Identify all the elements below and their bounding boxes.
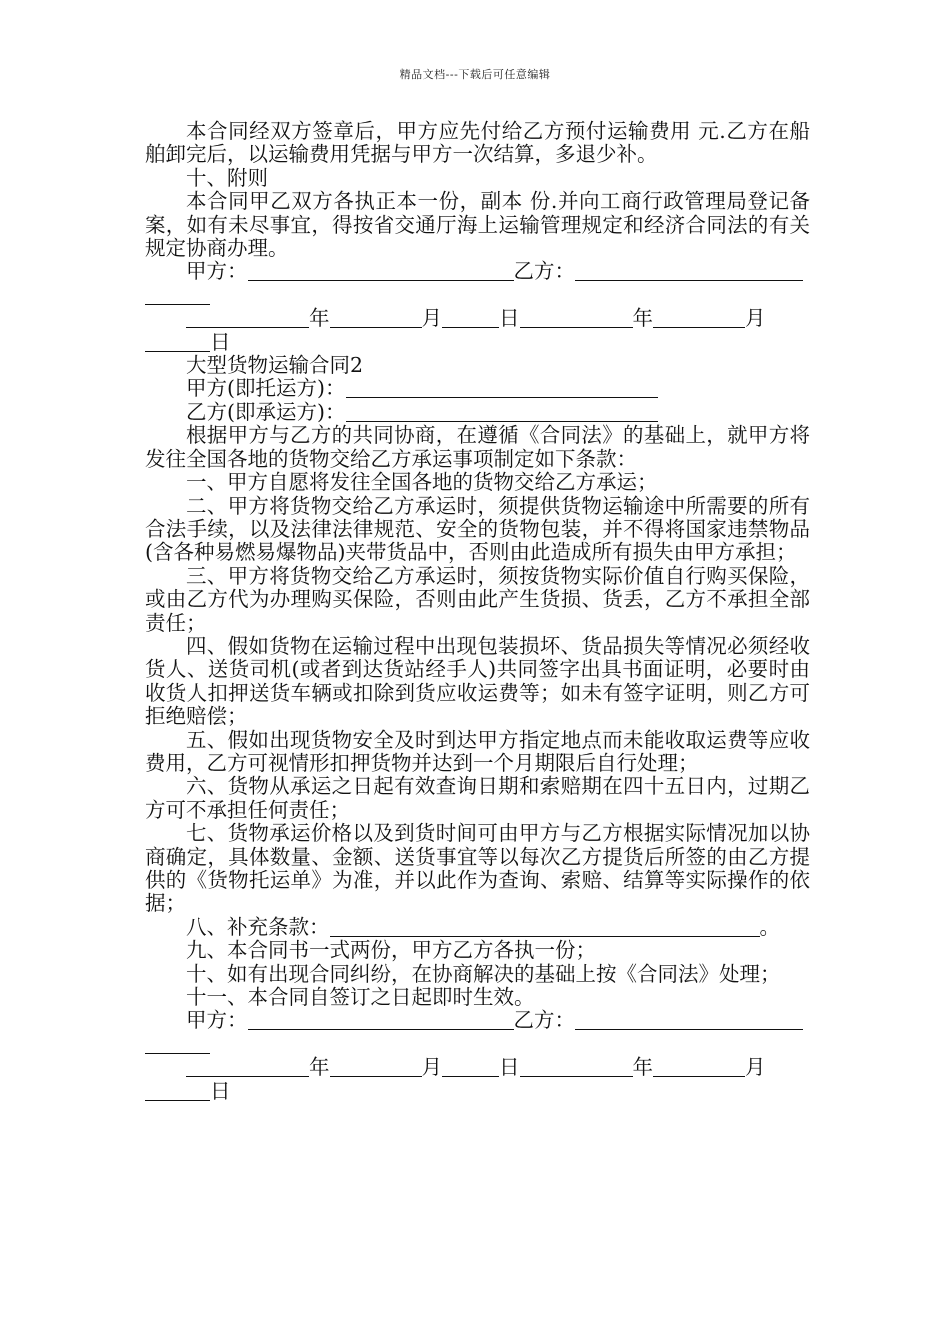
clause-8-label: 八、补充条款： <box>186 914 330 939</box>
clause-8 <box>145 916 810 939</box>
day-label-2: 日 <box>499 1055 520 1080</box>
supplementary-terms-blank[interactable] <box>330 918 760 937</box>
clause-11: 十一、本合同自签订之日起即时生效。 <box>186 985 535 1010</box>
section-heading-appendix: 十、附则 <box>186 165 268 190</box>
year-blank-2b[interactable] <box>520 1058 633 1077</box>
month-blank-b[interactable] <box>653 309 745 328</box>
date-line-1-tail <box>145 331 810 354</box>
document-body <box>145 120 810 1103</box>
day-label: 日 <box>499 306 520 331</box>
year-blank-b[interactable] <box>520 309 633 328</box>
clause-3: 三、甲方将货物交给乙方承运时，须按货物实际价值自行购买保险，或由乙方代为办理购买保险，否则由此产生货损、货丢，乙方不承担全部责任； <box>145 563 810 635</box>
date-line-2-tail <box>145 1080 810 1103</box>
clause-5: 五、假如出现货物安全及时到达甲方指定地点而未能收取运费等应收费用，乙方可视情形扣押货物并达到一个月期限后自行处理； <box>145 727 810 775</box>
payment-clause: 本合同经双方签章后，甲方应先付给乙方预付运输费用 元.乙方在船舶卸完后，以运输费用凭据与甲方一次结算，多退少补。 <box>145 119 810 167</box>
month-blank[interactable] <box>330 309 422 328</box>
party-a-label-2: 甲方： <box>186 1008 248 1033</box>
month-label-2b: 月 <box>745 1055 766 1080</box>
signature-line-2 <box>145 1009 810 1032</box>
carrier-blank[interactable] <box>346 403 658 422</box>
party-b-blank-continued[interactable] <box>145 286 210 305</box>
date-line-2 <box>145 1056 810 1079</box>
year-label: 年 <box>309 306 330 331</box>
year-blank[interactable] <box>186 309 309 328</box>
month-label-b: 月 <box>745 306 766 331</box>
party-b-blank[interactable] <box>575 262 803 281</box>
clause-4: 四、假如货物在运输过程中出现包装损坏、货品损失等情况必须经收货人、送货司机(或者到达货站经手人)共同签字出具书面证明，必要时由收货人扣押送货车辆或扣除到货应收运费等；如未有签字证明，则乙方可拒绝赔偿； <box>145 633 810 729</box>
day-blank-b[interactable] <box>145 333 210 352</box>
year-blank-2[interactable] <box>186 1058 309 1077</box>
appendix-clause: 本合同甲乙双方各执正本一份，副本 份.并向工商行政管理局登记备案，如有未尽事宜，得按省交通厅海上运输管理规定和经济合同法的有关规定协商办理。 <box>145 189 810 261</box>
clause-8-end: 。 <box>759 914 780 939</box>
year-label-2b: 年 <box>632 1055 653 1080</box>
carrier-label: 乙方(即承运方)： <box>186 399 346 424</box>
month-blank-2b[interactable] <box>653 1058 745 1077</box>
clause-2: 二、甲方将货物交给乙方承运时，须提供货物运输途中所需要的所有合法手续，以及法律法律规范、安全的货物包装，并不得将国家违禁物品(含各种易燃易爆物品)夹带货品中，否则由此造成所有损失由甲方承担； <box>145 493 810 565</box>
clause-1: 一、甲方自愿将发往全国各地的货物交给乙方承运； <box>186 470 658 495</box>
year-label-2: 年 <box>309 1055 330 1080</box>
month-label-2: 月 <box>421 1055 442 1080</box>
party-a-blank-2[interactable] <box>248 1011 514 1030</box>
clause-10: 十、如有出现合同纠纷，在协商解决的基础上按《合同法》处理； <box>186 961 781 986</box>
month-label: 月 <box>421 306 442 331</box>
date-line-1 <box>145 307 810 330</box>
party-b-label-2: 乙方： <box>513 1008 575 1033</box>
clause-9: 九、本合同书一式两份，甲方乙方各执一份； <box>186 938 596 963</box>
day-label-2b: 日 <box>210 1078 231 1103</box>
party-a-label: 甲方： <box>186 259 248 284</box>
party-b-blank-2[interactable] <box>575 1011 803 1030</box>
contract-title: 大型货物运输合同2 <box>186 353 364 378</box>
party-b-blank-2-continued[interactable] <box>145 1035 210 1054</box>
signature-line-2-tail <box>145 1033 810 1056</box>
consignor-label: 甲方(即托运方)： <box>186 376 346 401</box>
intro-paragraph: 根据甲方与乙方的共同协商，在遵循《合同法》的基础上，就甲方将发往全国各地的货物交给乙方承运事项制定如下条款： <box>145 423 810 471</box>
day-label-b: 日 <box>210 329 231 354</box>
consignor-blank[interactable] <box>346 379 658 398</box>
party-a-blank[interactable] <box>248 262 514 281</box>
clause-6: 六、货物从承运之日起有效查询日期和索赔期在四十五日内，过期乙方可不承担任何责任； <box>145 774 810 822</box>
month-blank-2[interactable] <box>330 1058 422 1077</box>
carrier-line <box>145 401 810 424</box>
day-blank-2b[interactable] <box>145 1082 210 1101</box>
signature-line-1-tail <box>145 284 810 307</box>
page-header: 精品文档---下载后可任意编辑 <box>399 68 551 81</box>
signature-line-1 <box>145 260 810 283</box>
year-label-b: 年 <box>632 306 653 331</box>
clause-7: 七、货物承运价格以及到货时间可由甲方与乙方根据实际情况加以协商确定，具体数量、金额、送货事宜等以每次乙方提货后所签的由乙方提供的《货物托运单》为准，并以此作为查询、索赔、结算等实际操作的依据； <box>145 821 810 916</box>
consignor-line <box>145 377 810 400</box>
party-b-label: 乙方： <box>513 259 575 284</box>
day-blank[interactable] <box>442 309 499 328</box>
day-blank-2[interactable] <box>442 1058 499 1077</box>
